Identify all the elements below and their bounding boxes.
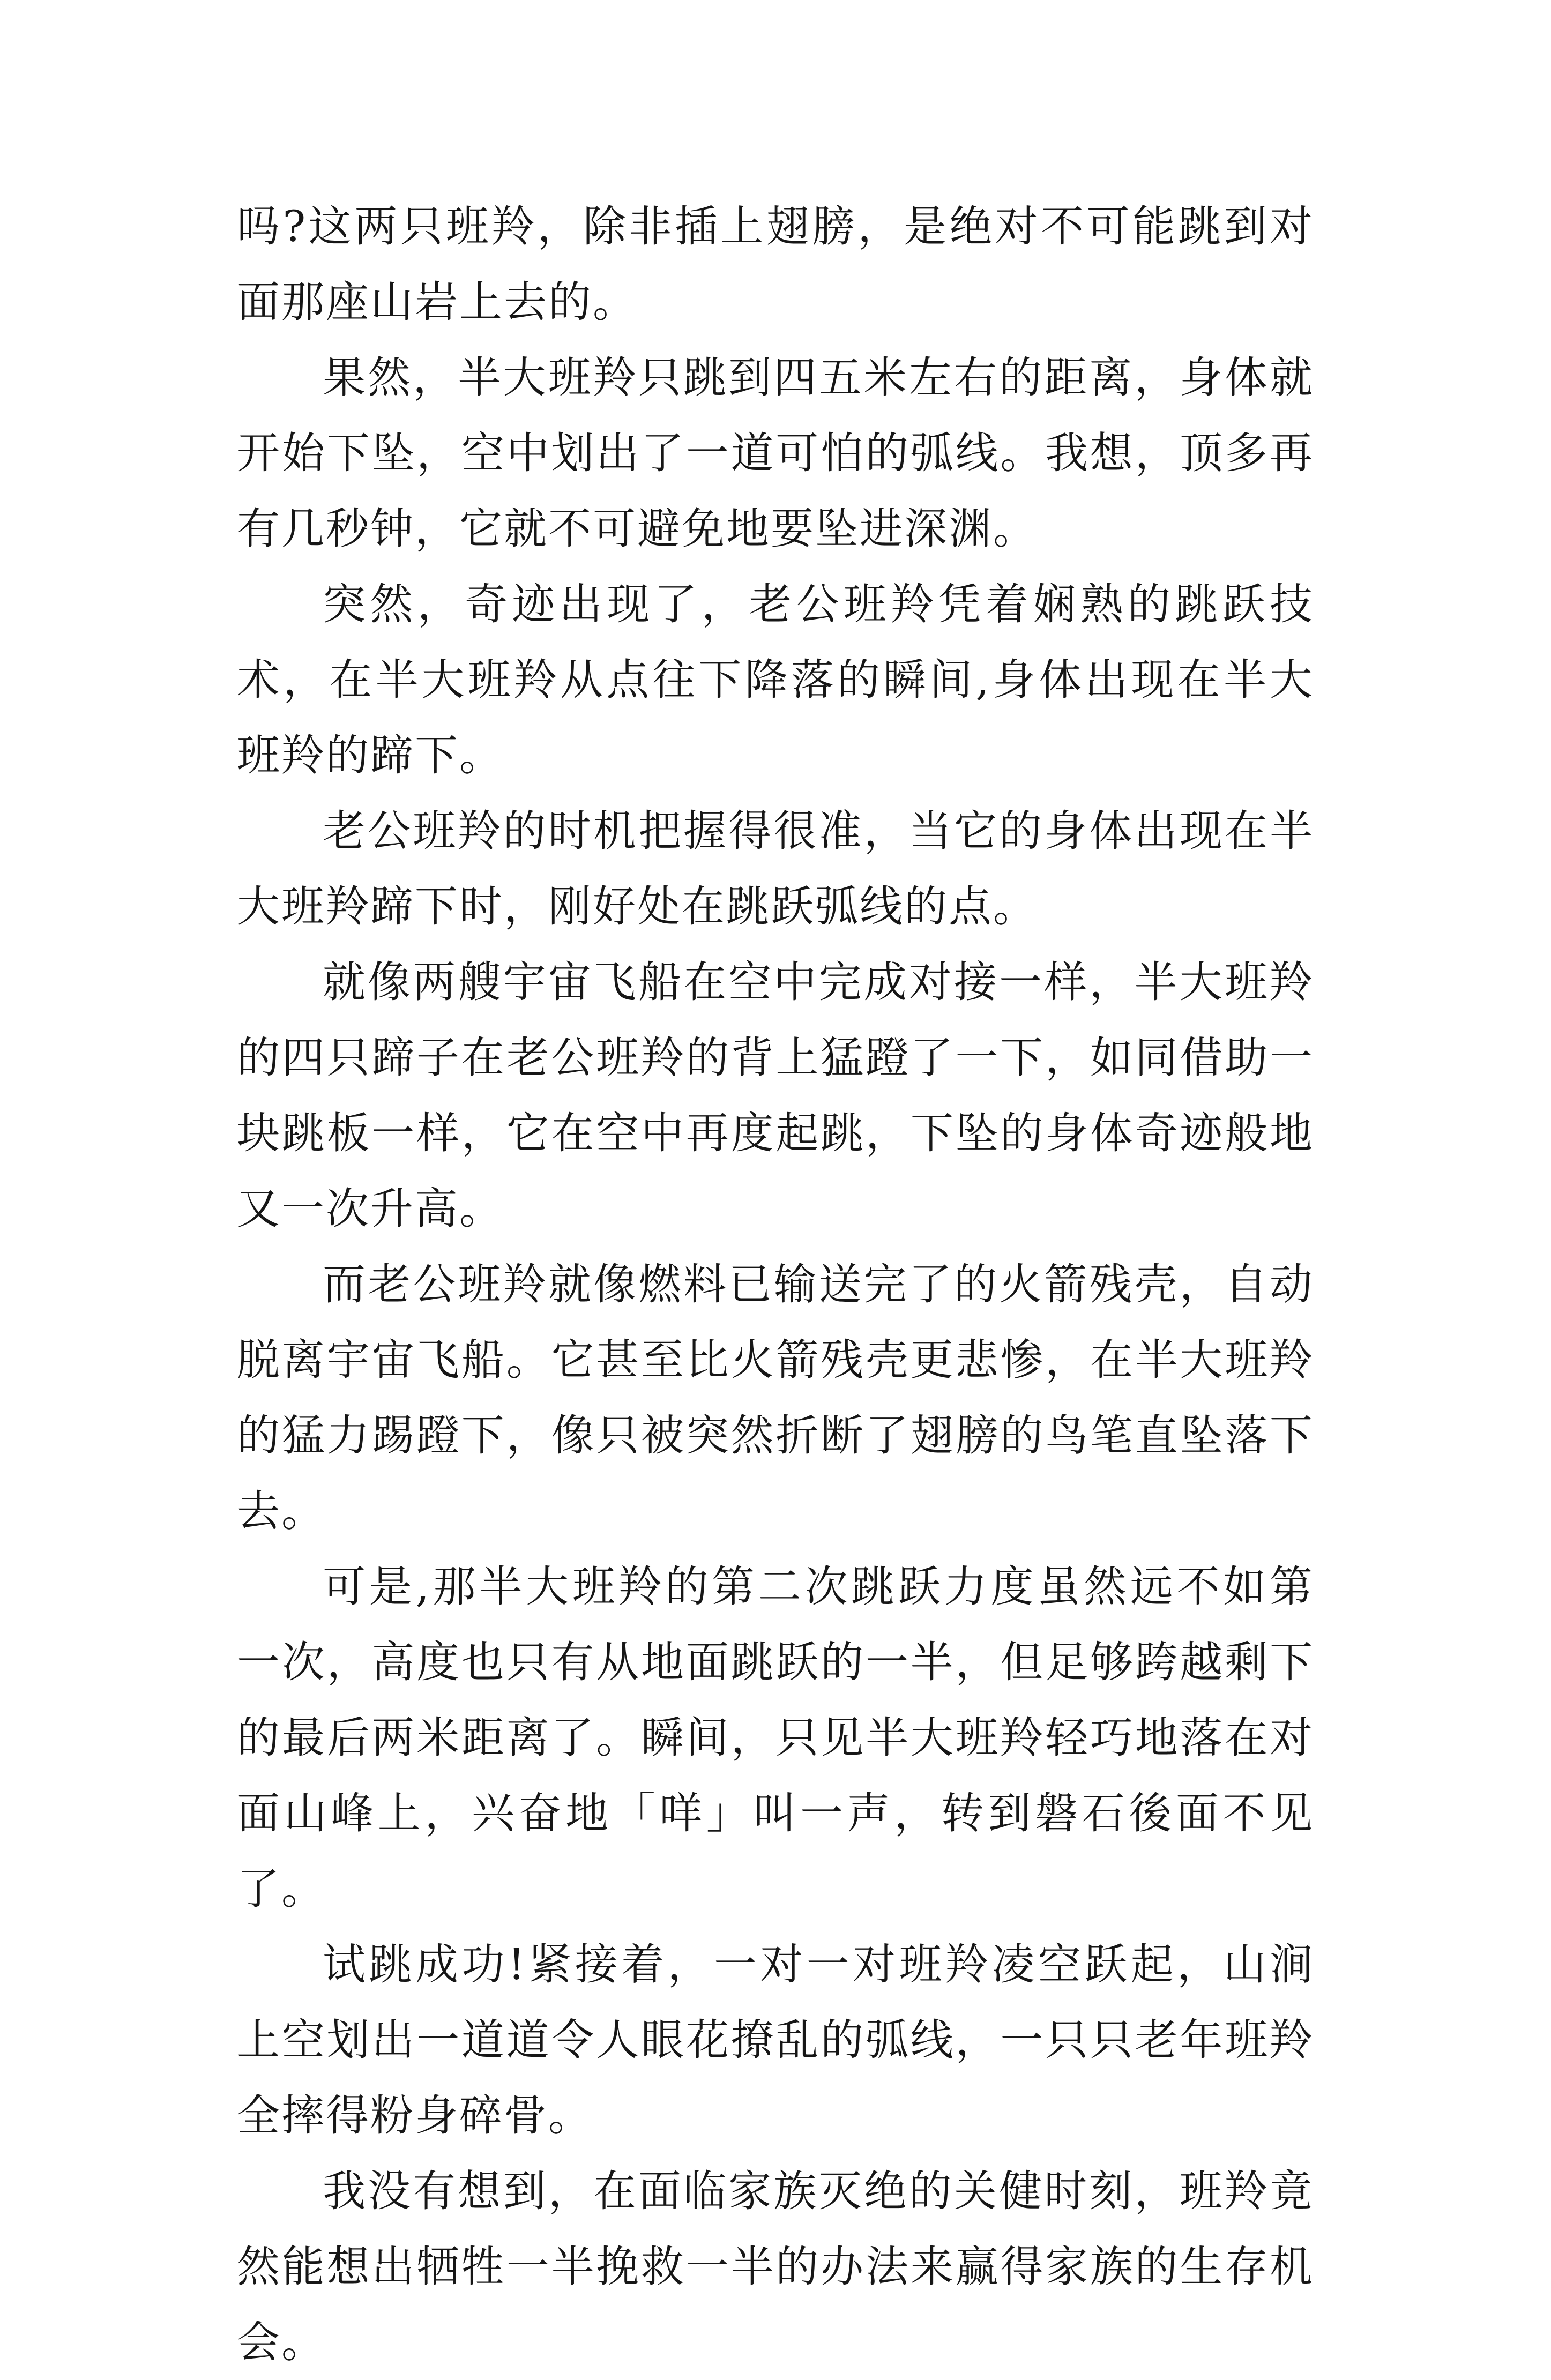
paragraph: 而老公班羚就像燃料已输送完了的火箭残壳，自动脱离宇宙飞船。它甚至比火箭残壳更悲惨，在半大班羚的猛力踢蹬下，像只被突然折断了翅膀的鸟笔直坠落下去。	[237, 1259, 1314, 1536]
paragraph: 吗?这两只班羚，除非插上翅膀，是绝对不可能跳到对面那座山岩上去的。	[237, 202, 1314, 327]
paragraph: 老公班羚的时机把握得很准，当它的身体出现在半大班羚蹄下时，刚好处在跳跃弧线的点。	[237, 806, 1314, 931]
paragraph: 可是,那半大班羚的第二次跳跃力度虽然远不如第一次，高度也只有从地面跳跃的一半，但足够跨越剩下的最后两米距离了。瞬间，只见半大班羚轻巧地落在对面山峰上，兴奋地「咩」叫一声，转到磐石後面不见了。	[237, 1562, 1314, 1914]
paragraph: 试跳成功!紧接着，一对一对班羚凌空跃起，山涧上空划出一道道令人眼花撩乱的弧线，一只只老年班羚全摔得粉身碎骨。	[237, 1939, 1314, 2140]
paragraph: 我没有想到，在面临家族灭绝的关健时刻，班羚竟然能想出牺牲一半挽救一半的办法来赢得家族的生存机会。	[237, 2166, 1314, 2367]
paragraph: 突然，奇迹出现了，老公班羚凭着娴熟的跳跃技术，在半大班羚从点往下降落的瞬间,身体出现在半大班羚的蹄下。	[237, 579, 1314, 780]
paragraph: 就像两艘宇宙飞船在空中完成对接一样，半大班羚的四只蹄子在老公班羚的背上猛蹬了一下，如同借助一块跳板一样，它在空中再度起跳，下坠的身体奇迹般地又一次升高。	[237, 957, 1314, 1234]
paragraph: 果然，半大班羚只跳到四五米左右的距离，身体就开始下坠，空中划出了一道可怕的弧线。我想，顶多再有几秒钟，它就不可避免地要坠进深渊。	[237, 353, 1314, 554]
body-text	[237, 189, 1314, 2380]
